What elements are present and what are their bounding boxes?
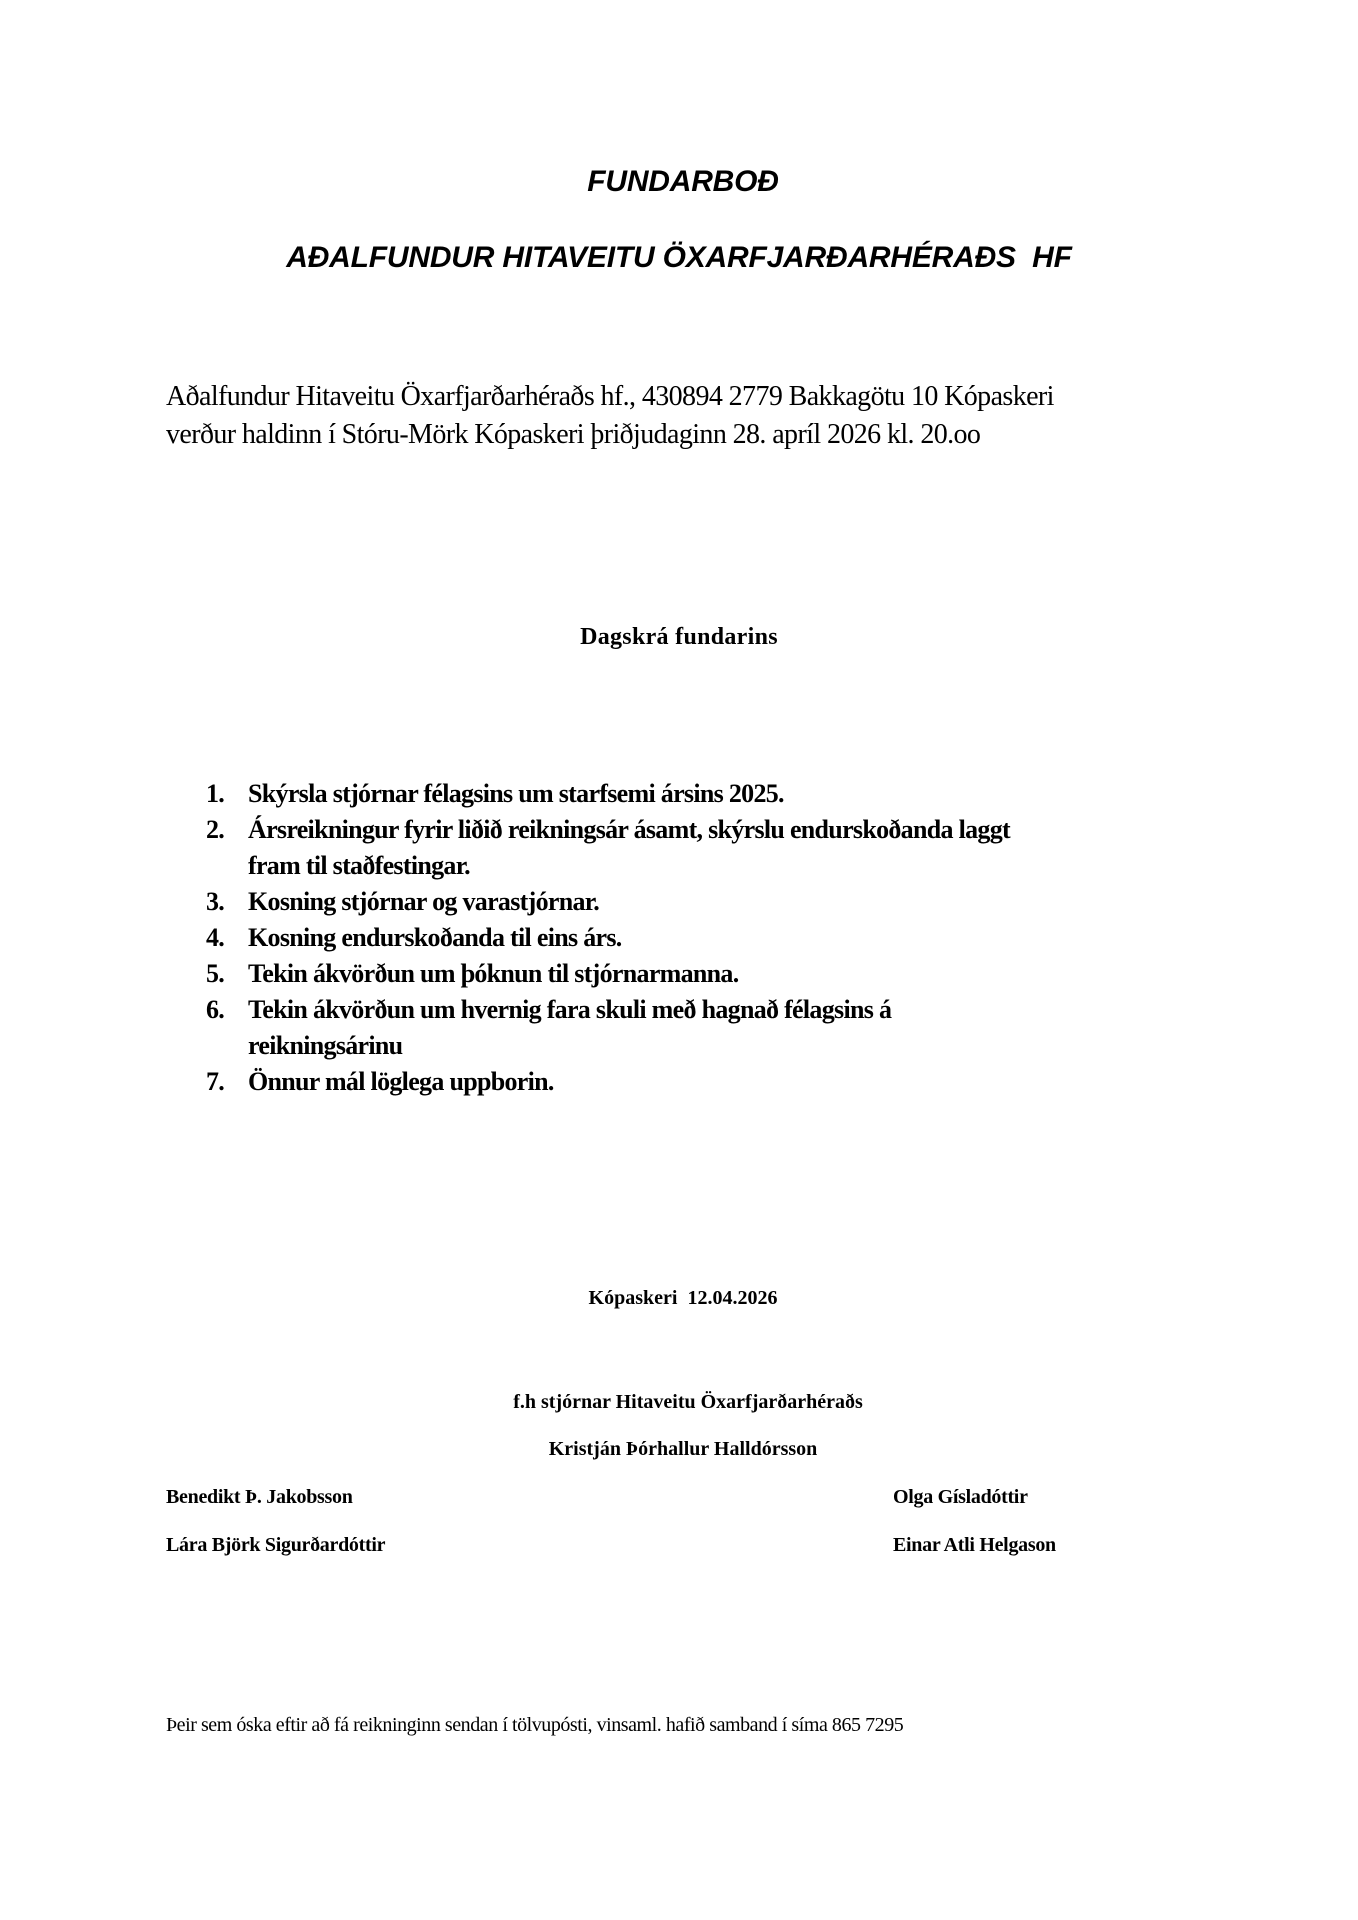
agenda-item-number: 7. — [206, 1067, 225, 1096]
on-behalf-of-board: f.h stjórnar Hitaveitu Öxarfjarðarhéraðs — [513, 1391, 863, 1413]
agenda-item-number: 3. — [206, 887, 225, 916]
intro-line: Aðalfundur Hitaveitu Öxarfjarðarhéraðs hf., 430894 2779 Bakkagötu 10 Kópaskeri — [166, 381, 1054, 412]
intro-paragraph — [166, 378, 1054, 454]
agenda-item-line: Kosning endurskoðanda til eins árs. — [248, 923, 622, 952]
agenda-item-line: reikningsárinu — [248, 1031, 403, 1060]
agenda-item-number: 1. — [206, 779, 225, 808]
agenda-item-text — [248, 992, 891, 1064]
agenda-item-text — [248, 956, 739, 992]
agenda-item-number: 5. — [206, 959, 225, 988]
agenda-item-line: Tekin ákvörðun um þóknun til stjórnarmanna. — [248, 959, 739, 988]
agenda-item-line: Skýrsla stjórnar félagsins um starfsemi ársins 2025. — [248, 779, 784, 808]
agenda-item-text — [248, 1064, 554, 1100]
agenda-item-text — [248, 776, 784, 812]
agenda-item-line: Önnur mál löglega uppborin. — [248, 1067, 554, 1096]
agenda-item — [206, 920, 1010, 956]
agenda-item-line: Kosning stjórnar og varastjórnar. — [248, 887, 600, 916]
agenda-item-line: Tekin ákvörðun um hvernig fara skuli með hagnað félagsins á — [248, 995, 892, 1024]
agenda-item-text — [248, 812, 1010, 884]
board-member-name: Einar Atli Helgason — [893, 1534, 1056, 1556]
agenda-item-line: Ársreikningur fyrir liðið reikningsár ásamt, skýrslu endurskoðanda laggt — [248, 815, 1010, 844]
board-member-name: Olga Gísladóttir — [893, 1486, 1028, 1508]
agenda-item — [206, 776, 1010, 812]
document-title: FUNDARBOÐ — [587, 165, 779, 198]
agenda-item-number: 2. — [206, 815, 225, 844]
agenda-item — [206, 992, 1010, 1064]
place-date: Kópaskeri 12.04.2026 — [588, 1287, 778, 1309]
intro-line: verður haldinn í Stóru-Mörk Kópaskeri þriðjudaginn 28. apríl 2026 kl. 20.oo — [166, 419, 981, 450]
agenda-item-number: 6. — [206, 995, 225, 1024]
document-subtitle: AÐALFUNDUR HITAVEITU ÖXARFJARÐARHÉRAÐS HF — [286, 241, 1072, 274]
agenda-item — [206, 1064, 1010, 1100]
agenda-item — [206, 956, 1010, 992]
agenda-list — [206, 776, 1010, 1100]
board-member-name: Lára Björk Sigurðardóttir — [166, 1534, 386, 1556]
agenda-item-line: fram til staðfestingar. — [248, 851, 470, 880]
agenda-heading: Dagskrá fundarins — [580, 624, 778, 650]
agenda-item — [206, 884, 1010, 920]
agenda-item-number: 4. — [206, 923, 225, 952]
agenda-item — [206, 812, 1010, 884]
footer-note: Þeir sem óska eftir að fá reikninginn sendan í tölvupósti, vinsaml. hafið samband í síma 865 7295 — [166, 1714, 904, 1736]
board-member-name: Benedikt Þ. Jakobsson — [166, 1486, 353, 1508]
agenda-item-text — [248, 884, 599, 920]
agenda-item-text — [248, 920, 622, 956]
chair-name: Kristján Þórhallur Halldórsson — [548, 1438, 818, 1460]
